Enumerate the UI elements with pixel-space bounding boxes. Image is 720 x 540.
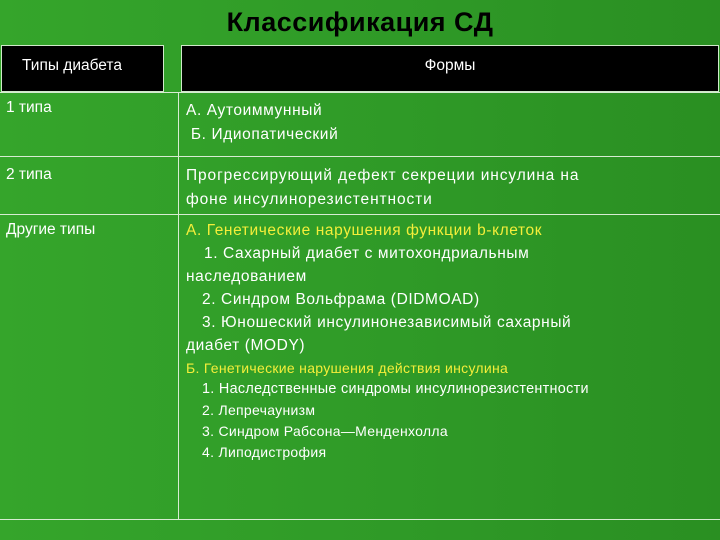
section-a-item-1-cont: наследованием	[186, 268, 307, 285]
form-line: А. Аутоиммунный	[186, 102, 323, 119]
header-forms-label: Формы	[424, 57, 476, 74]
section-b-item-1: 1. Наследственные синдромы инсулинорезистентности	[202, 381, 589, 397]
row-divider	[0, 214, 720, 215]
page-title: Классификация СД	[226, 7, 494, 37]
row-type-2: 2 типа	[6, 166, 52, 183]
section-b-heading: Б. Генетические нарушения действия инсулина	[186, 360, 509, 376]
section-b-item-2: 2. Лепречаунизм	[202, 402, 316, 418]
section-a-item-3: 3. Юношеский инсулинонезависимый сахарный	[202, 314, 572, 331]
row-type-1: 1 типа	[6, 99, 52, 116]
row-forms-2	[186, 164, 714, 212]
row-type-3: Другие типы	[6, 221, 96, 238]
section-a-item-2: 2. Синдром Вольфрама (DIDMOAD)	[202, 291, 480, 308]
row-divider	[0, 92, 720, 93]
form-line: фоне инсулинорезистентности	[186, 191, 433, 208]
header-types-cell	[1, 45, 164, 92]
header-types-label: Типы диабета	[22, 57, 122, 74]
row-divider	[0, 156, 720, 157]
form-line: Б. Идиопатический	[186, 126, 339, 143]
header-forms-cell	[181, 45, 719, 92]
form-line: Прогрессирующий дефект секреции инсулина на	[186, 167, 580, 184]
section-a-item-1: 1. Сахарный диабет с митохондриальным	[204, 245, 530, 262]
section-a-item-3-cont: диабет (MODY)	[186, 337, 306, 354]
row-forms-1	[186, 99, 714, 147]
table-bottom-border	[0, 519, 720, 520]
row-forms-3	[186, 219, 714, 463]
section-b-item-4: 4. Липодистрофия	[202, 444, 327, 460]
section-b-item-3: 3. Синдром Рабсона—Менденхолла	[202, 423, 448, 439]
section-a-heading: А. Генетические нарушения функции b-клеток	[186, 222, 543, 239]
